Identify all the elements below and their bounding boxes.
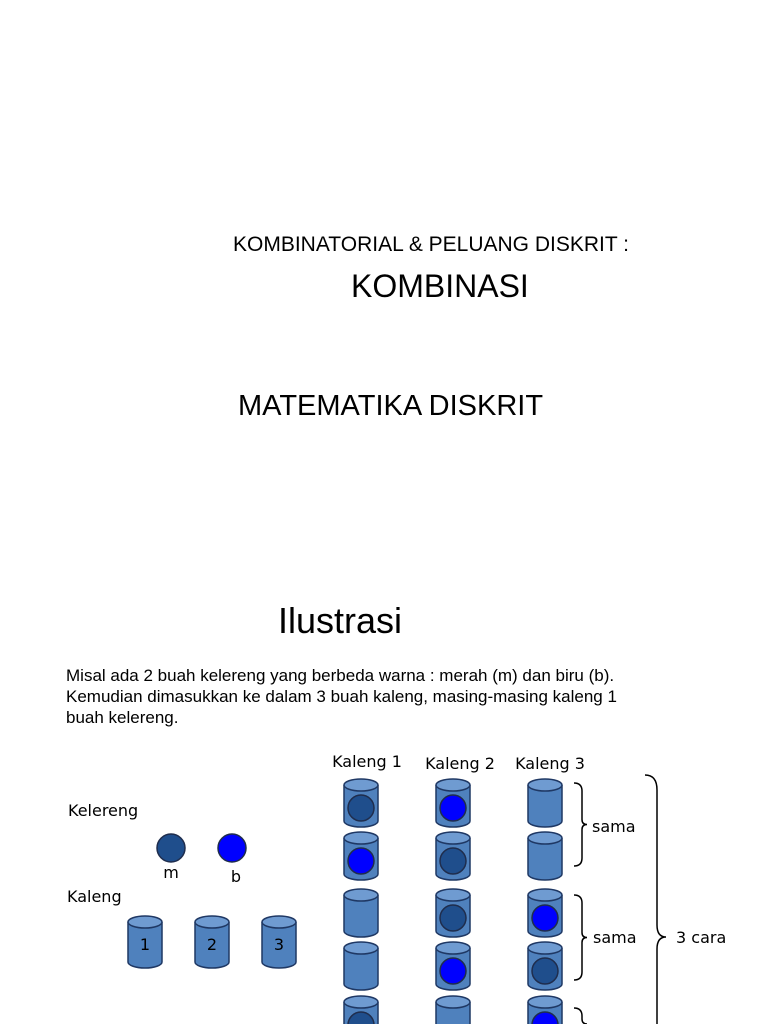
brace-sama-3	[574, 1008, 587, 1024]
course-title: MATEMATIKA DISKRIT	[238, 390, 544, 422]
brace-sama-1	[574, 783, 587, 866]
arrangement-1-can-2-top	[436, 779, 470, 791]
arrangement-2-can-1-top	[344, 832, 378, 844]
marble-m	[532, 958, 558, 984]
column-header-kaleng-3: Kaleng 3	[515, 754, 585, 773]
arrangement-5-can-2-top	[436, 996, 470, 1008]
arrangement-4-can-2-top	[436, 942, 470, 954]
kaleng-label: Kaleng	[67, 887, 122, 906]
arrangement-1-can-3-top	[528, 779, 562, 791]
marble-m-label: m	[163, 863, 179, 882]
intro-line-1: Misal ada 2 buah kelereng yang berbeda warna : merah (m) dan biru (b).	[66, 666, 615, 685]
intro-line-3: buah kelereng.	[66, 708, 179, 727]
brace-total	[645, 775, 666, 1024]
marble-m	[440, 848, 466, 874]
arrangement-3-can-1-top	[344, 889, 378, 901]
marble-b	[532, 905, 558, 931]
page-title: KOMBINASI	[351, 268, 529, 304]
arrangement-2-can-3-top	[528, 832, 562, 844]
can-1-top	[128, 916, 162, 928]
sama-label-1: sama	[592, 817, 636, 836]
can-2-top	[195, 916, 229, 928]
arrangement-5-can-3-top	[528, 996, 562, 1008]
arrangement-2-can-2-top	[436, 832, 470, 844]
sama-label-2: sama	[593, 928, 637, 947]
intro-line-2: Kemudian dimasukkan ke dalam 3 buah kaleng, masing-masing kaleng 1	[66, 687, 617, 706]
column-header-kaleng-2: Kaleng 2	[425, 754, 495, 773]
subtitle: KOMBINATORIAL & PELUANG DISKRIT :	[233, 233, 629, 256]
marble-m	[440, 905, 466, 931]
column-header-kaleng-1: Kaleng 1	[332, 752, 402, 771]
brace-sama-2	[574, 895, 587, 980]
can-3-top	[262, 916, 296, 928]
arrangement-3-can-2-top	[436, 889, 470, 901]
can-3-number: 3	[273, 935, 285, 954]
arrangement-4-can-3-top	[528, 942, 562, 954]
can-1-number: 1	[139, 935, 151, 954]
marble-b	[440, 958, 466, 984]
marble-b	[348, 848, 374, 874]
arrangement-4-can-1-top	[344, 942, 378, 954]
marble-m	[157, 834, 185, 862]
marble-m	[348, 795, 374, 821]
arrangement-3-can-3-top	[528, 889, 562, 901]
marble-b	[218, 834, 246, 862]
marble-b-label: b	[230, 867, 242, 886]
can-2-number: 2	[206, 935, 218, 954]
arrangement-1-can-1-top	[344, 779, 378, 791]
arrangement-5-can-1-top	[344, 996, 378, 1008]
section-heading: Ilustrasi	[278, 600, 403, 641]
kelereng-label: Kelereng	[68, 801, 139, 820]
cara-label: 3 cara	[676, 928, 727, 947]
marble-b	[440, 795, 466, 821]
